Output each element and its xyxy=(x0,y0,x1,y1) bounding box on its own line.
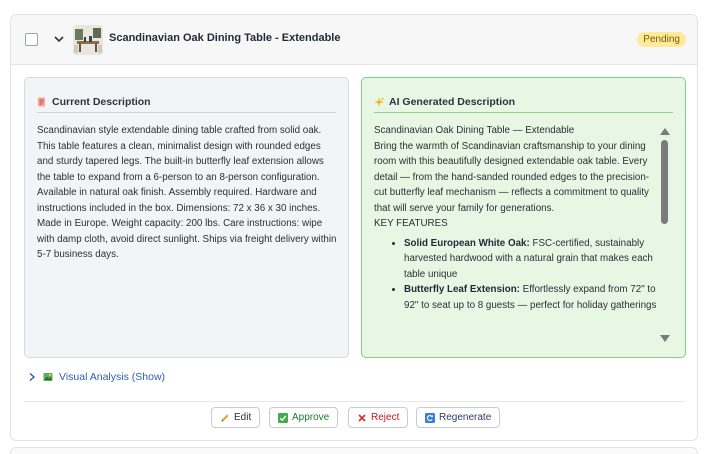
generated-intro: Bring the warmth of Scandinavian craftsmanship to your dining room with this beautifully designed extendable oak table. Every detail — from the hand-sanded rounded edges to the precision-cut butterfly leaf mechanism — reflects a commitment to quality that will serve your family for generations. xyxy=(374,140,650,214)
feature-label: Butterfly Leaf Extension: xyxy=(404,284,520,295)
chevron-right-icon xyxy=(27,372,37,382)
regenerate-label: Regenerate xyxy=(439,412,492,423)
divider xyxy=(24,401,685,402)
ai-description-title: AI Generated Description xyxy=(389,96,516,108)
list-item xyxy=(404,236,657,283)
divider xyxy=(37,112,336,113)
select-checkbox[interactable] xyxy=(25,33,38,46)
checkmark-icon xyxy=(278,413,288,423)
scroll-down-arrow-icon[interactable] xyxy=(660,335,670,342)
ai-description-heading xyxy=(374,92,673,112)
current-description-title: Current Description xyxy=(52,96,151,108)
feature-label: Solid European White Oak: xyxy=(404,237,530,249)
refresh-icon xyxy=(425,413,435,423)
regenerate-button[interactable] xyxy=(416,407,500,428)
feature-text: Effortlessly expand from 72" to 92" to seat up to 8 guests — perfect for holiday gatherings xyxy=(404,284,657,311)
pencil-icon xyxy=(220,413,230,423)
feature-text: FSC-certified, sustainably harvested hardwood with a natural grain that makes each table unique xyxy=(404,237,653,280)
list-item xyxy=(404,282,657,313)
close-icon xyxy=(357,413,367,423)
ai-description-panel xyxy=(361,77,686,358)
scroll-thumb[interactable] xyxy=(661,140,668,224)
visual-analysis-label: Visual Analysis (Show) xyxy=(59,371,166,383)
current-description-panel xyxy=(24,77,349,358)
sparkle-icon xyxy=(374,97,384,107)
ai-description-content[interactable] xyxy=(374,123,657,347)
product-card xyxy=(10,14,698,441)
edit-button[interactable] xyxy=(211,407,260,428)
visual-analysis-toggle[interactable] xyxy=(27,371,165,383)
approve-label: Approve xyxy=(292,412,330,423)
product-title: Scandinavian Oak Dining Table - Extendable xyxy=(109,32,341,44)
key-features-list xyxy=(374,236,657,314)
scrollbar[interactable] xyxy=(661,128,669,342)
reject-button[interactable] xyxy=(348,407,408,428)
current-description-text: Scandinavian style extendable dining table crafted from solid oak. This table features a clean, minimalist design with rounded edges and sturdy tapered legs. The built-in butterfly leaf extension allows the table to expand from a 6-person to an 8-person configuration. Available in natural oak finish. Assembly required. Hardware and instructions included in the box. Dimensions: 72 x 36 x 30 inches. Made in Europe. Weight capacity: 200 lbs. Care instructions: wipe with damp cloth, avoid direct sunlight. Ships via freight delivery within 5-7 business days. xyxy=(37,125,337,260)
card-header xyxy=(11,15,697,65)
approve-button[interactable] xyxy=(269,407,338,428)
edit-label: Edit xyxy=(234,412,252,423)
image-icon xyxy=(43,372,53,382)
generated-title-line: Scandinavian Oak Dining Table — Extendable xyxy=(374,125,575,136)
status-badge: Pending xyxy=(637,32,686,47)
reject-label: Reject xyxy=(371,412,400,423)
key-features-heading: KEY FEATURES xyxy=(374,218,448,229)
next-product-card xyxy=(10,447,698,454)
document-icon xyxy=(37,97,47,107)
product-thumbnail xyxy=(73,25,103,55)
scroll-up-arrow-icon[interactable] xyxy=(660,128,670,135)
current-description-heading xyxy=(37,92,336,112)
divider xyxy=(374,112,673,113)
chevron-down-icon[interactable] xyxy=(52,29,66,49)
